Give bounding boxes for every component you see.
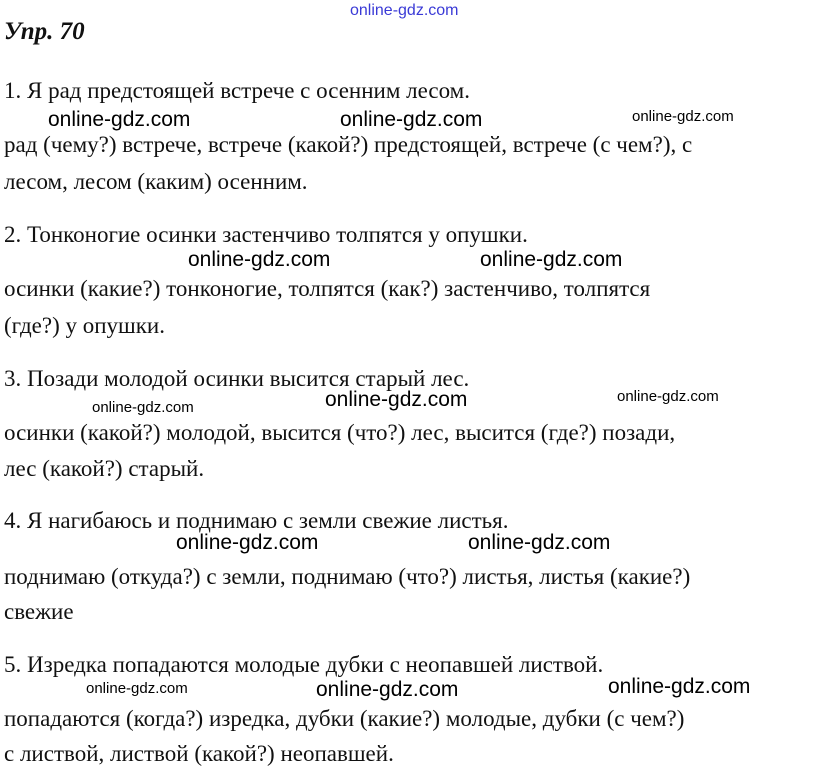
watermark: online-gdz.com [48, 108, 191, 131]
analysis-3-line-2: лес (какой?) старый. [4, 456, 205, 481]
analysis-5-line-2: с листвой, листвой (какой?) неопавшей. [4, 741, 394, 766]
exercise-title: Упр. 70 [4, 18, 85, 45]
sentence-2: 2. Тонконогие осинки застенчиво толпятся у опушки. [4, 222, 528, 247]
analysis-1-line-2: лесом, лесом (каким) осенним. [4, 169, 308, 194]
watermark: online-gdz.com [617, 388, 719, 405]
analysis-3-line-1: осинки (какой?) молодой, высится (что?) лес, высится (где?) позади, [4, 420, 676, 445]
watermark: online-gdz.com [325, 388, 468, 411]
watermark: online-gdz.com [468, 531, 611, 554]
watermark: online-gdz.com [632, 108, 734, 125]
sentence-1: 1. Я рад предстоящей встрече с осенним лесом. [4, 78, 470, 103]
analysis-5-line-1: попадаются (когда?) изредка, дубки (какие?) молодые, дубки (с чем?) [4, 706, 685, 731]
watermark: online-gdz.com [86, 680, 188, 697]
watermark: online-gdz.com [480, 248, 623, 271]
analysis-1-line-1: рад (чему?) встрече, встрече (какой?) предстоящей, встрече (с чем?), с [4, 132, 693, 157]
sentence-3: 3. Позади молодой осинки высится старый лес. [4, 366, 470, 391]
watermark: online-gdz.com [92, 399, 194, 416]
analysis-2-line-1: осинки (какие?) тонконогие, толпятся (как?) застенчиво, толпятся [4, 276, 651, 301]
watermark: online-gdz.com [188, 248, 331, 271]
watermark: online-gdz.com [350, 2, 459, 19]
watermark: online-gdz.com [608, 675, 751, 698]
watermark: online-gdz.com [340, 108, 483, 131]
sentence-5: 5. Изредка попадаются молодые дубки с неопавшей листвой. [4, 652, 604, 677]
analysis-2-line-2: (где?) у опушки. [4, 313, 165, 338]
analysis-4-line-1: поднимаю (откуда?) с земли, поднимаю (что?) листья, листья (какие?) [4, 564, 691, 589]
analysis-4-line-2: свежие [4, 599, 74, 624]
watermark: online-gdz.com [316, 678, 459, 701]
watermark: online-gdz.com [176, 531, 319, 554]
sentence-4: 4. Я нагибаюсь и поднимаю с земли свежие листья. [4, 508, 509, 533]
